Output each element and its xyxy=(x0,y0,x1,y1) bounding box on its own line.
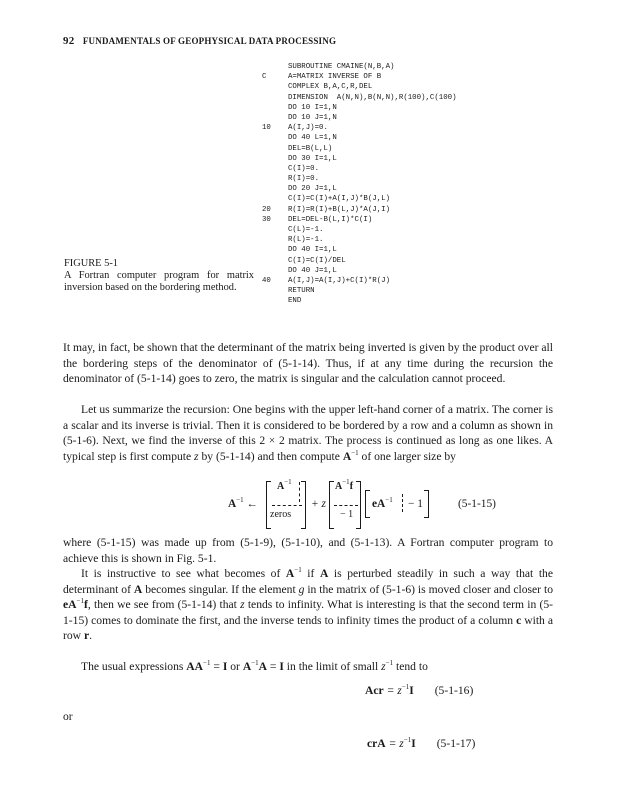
code-line xyxy=(262,72,457,82)
code-line xyxy=(262,133,457,143)
eq15-zeros: zeros xyxy=(270,509,292,520)
code-line xyxy=(262,93,457,103)
code-statement: A=MATRIX INVERSE OF B xyxy=(288,73,382,82)
eq15-left-bracket-3 xyxy=(365,490,370,518)
code-line xyxy=(262,286,457,296)
paragraph-instructive: It is instructive to see what becomes of $A^{-1}$ if A is perturbed steadily in such a way that the determinant of A becomes singular. If the element g in the matrix of (5-1-6) is moved closer and closer to $eA^{-1}f$, then we see from (5-1-14) that z tends to infinity. What is interesting is that the second term in (5-1-15) comes to dominate the first, and the inverse tends to infinity times the product of a column c with a row r. xyxy=(63,566,553,643)
code-statement: DEL=DEL-B(L,I)*C(I) xyxy=(288,215,373,224)
code-statement-label: 10 xyxy=(262,124,271,133)
code-statement-label xyxy=(262,103,288,113)
code-line xyxy=(262,276,457,286)
code-statement-label: 40 xyxy=(262,276,271,285)
code-statement: R(L)=-1. xyxy=(288,236,324,245)
code-statement-label xyxy=(262,164,288,174)
code-statement: SUBROUTINE CMAINE(N,B,A) xyxy=(288,63,395,71)
code-line xyxy=(262,296,457,306)
p2-A: A xyxy=(342,449,352,463)
code-line xyxy=(262,62,457,72)
code-statement: DO 10 J=1,N xyxy=(288,113,337,122)
code-statement-label xyxy=(262,286,288,296)
code-line xyxy=(262,256,457,266)
eq15-label: (5-1-15) xyxy=(458,498,496,510)
eq15-right-bracket-3 xyxy=(424,490,429,518)
code-statement-label xyxy=(262,113,288,123)
code-statement-label: 20 xyxy=(262,205,271,214)
eq15-left-bracket-1 xyxy=(266,481,271,529)
code-statement: A(I,J)=A(I,J)+C(I)*R(J) xyxy=(288,276,391,285)
code-statement-label xyxy=(262,235,288,245)
code-statement-label xyxy=(262,174,288,184)
code-line xyxy=(262,194,457,204)
fortran-listing xyxy=(262,62,457,307)
figure-caption-block xyxy=(64,258,254,294)
paragraph-usual-expressions: The usual expressions $AA^{-1} = I$ or $A^{-1}A = I$ in the limit of small $z^{-1}$ tend to xyxy=(81,659,428,673)
code-statement-label xyxy=(262,245,288,255)
code-statement-label xyxy=(262,144,288,154)
code-statement: C(I)=C(I)+A(I,J)*B(J,L) xyxy=(288,195,391,204)
eq15-row-tail: − 1 xyxy=(408,498,423,510)
code-line xyxy=(262,245,457,255)
code-line xyxy=(262,103,457,113)
eq15-plus-z: + z xyxy=(311,498,326,510)
code-line xyxy=(262,215,457,225)
eq15-partition-h1 xyxy=(272,505,302,506)
code-statement: RETURN xyxy=(288,287,315,296)
eq15-top-entry: $A^{-1}$ xyxy=(277,478,292,492)
equation-5-1-16: Acr = $z^{-1}I$ (5-1-16) xyxy=(365,683,474,697)
paragraph-fortran: where (5-1-15) was made up from (5-1-9), (5-1-10), and (5-1-13). A Fortran computer program to achieve this is shown in Fig. 5-1. xyxy=(63,536,553,565)
eq15-col-bottom: − 1 xyxy=(340,509,354,520)
eq16-label: (5-1-16) xyxy=(434,684,474,697)
code-statement-label xyxy=(262,154,288,164)
code-statement-label: 30 xyxy=(262,215,271,224)
eq15-col-top: $A^{-1}f$ xyxy=(335,478,354,492)
code-statement-label xyxy=(262,184,288,194)
code-statement: COMPLEX B,A,C,R,DEL xyxy=(288,83,373,92)
eq17-label: (5-1-17) xyxy=(436,737,476,750)
eq15-right-bracket-1 xyxy=(301,481,306,529)
code-statement-label xyxy=(262,296,288,306)
p2-sup: −1 xyxy=(351,448,359,457)
code-statement: C(I)=0. xyxy=(288,164,320,173)
code-statement: DO 10 I=1,N xyxy=(288,103,337,112)
code-line xyxy=(262,164,457,174)
code-line xyxy=(262,266,457,276)
code-line xyxy=(262,174,457,184)
code-line xyxy=(262,235,457,245)
code-line xyxy=(262,184,457,194)
figure-caption: A Fortran computer program for matrix inversion based on the bordering method. xyxy=(64,270,254,293)
code-statement: DO 20 J=1,L xyxy=(288,185,337,194)
code-statement-label xyxy=(262,225,288,235)
eq15-partition-v3 xyxy=(402,494,403,512)
code-line xyxy=(262,123,457,133)
eq15-lhs: $A^{-1}$ ← xyxy=(228,496,258,510)
equation-5-1-17: crA = $z^{-1}I$ (5-1-17) xyxy=(367,736,476,750)
code-statement-label xyxy=(262,194,288,204)
paragraph-determinant: It may, in fact, be shown that the determinant of the matrix being inverted is given by the product over all the bordering steps of the denominator of (5-1-14). Thus, if at any time during the recursion the denominator of (5-1-14) goes to zero, the matrix is singular and the calculation cannot proceed. xyxy=(63,341,553,386)
running-title: FUNDAMENTALS OF GEOPHYSICAL DATA PROCESSING xyxy=(82,36,337,46)
code-statement: C(I)=C(I)/DEL xyxy=(288,256,346,265)
code-statement-label xyxy=(262,93,288,103)
code-statement: R(I)=0. xyxy=(288,175,320,184)
code-statement: DO 40 I=1,L xyxy=(288,246,337,255)
p2-text-b: by (5-1-14) and then compute xyxy=(198,449,343,463)
running-header xyxy=(63,35,336,47)
code-statement: END xyxy=(288,297,302,306)
code-statement-label xyxy=(262,62,288,72)
code-statement: DO 40 L=1,N xyxy=(288,134,337,143)
code-statement-label xyxy=(262,133,288,143)
code-statement-label: C xyxy=(262,73,267,82)
eq15-partition-h2 xyxy=(334,505,358,506)
or-connector: or xyxy=(63,710,73,723)
code-statement-label xyxy=(262,82,288,92)
code-line xyxy=(262,225,457,235)
code-line xyxy=(262,154,457,164)
p2-text-a: Let us summarize the recursion: One begins with the upper left-hand corner of a matrix. The corner is a scalar and its inverse is trivial. Then it is considered to be bordered by a row and a column as shown in (5-1-6). Next, we find the inverse of this 2 × 2 matrix. The process is continued as long as one likes. A typical step is first compute xyxy=(63,403,553,463)
code-statement-label xyxy=(262,256,288,266)
code-line xyxy=(262,113,457,123)
code-statement: R(I)=R(I)+B(L,J)*A(J,I) xyxy=(288,205,391,214)
code-statement: A(I,J)=0. xyxy=(288,124,328,133)
p2-text-c: of one larger size by xyxy=(358,449,456,463)
p2-z: z xyxy=(194,449,199,463)
code-statement: DIMENSION A(N,N),B(N,N),R(100),C(100) xyxy=(288,93,457,102)
code-statement-label xyxy=(262,266,288,276)
code-statement: DEL=B(L,L) xyxy=(288,144,333,153)
figure-title: FIGURE 5-1 xyxy=(64,258,118,269)
code-statement: DO 30 I=1,L xyxy=(288,154,337,163)
eq15-partition-v1 xyxy=(299,482,300,502)
eq15-row: $eA^{-1}$ xyxy=(372,496,393,510)
code-line xyxy=(262,205,457,215)
eq15-right-bracket-2 xyxy=(356,481,361,529)
code-statement: C(L)=-1. xyxy=(288,226,324,234)
paragraph-summary xyxy=(63,402,553,464)
page-number: 92 xyxy=(63,35,75,47)
code-statement: DO 40 J=1,L xyxy=(288,266,337,275)
code-line xyxy=(262,82,457,92)
code-line xyxy=(262,144,457,154)
